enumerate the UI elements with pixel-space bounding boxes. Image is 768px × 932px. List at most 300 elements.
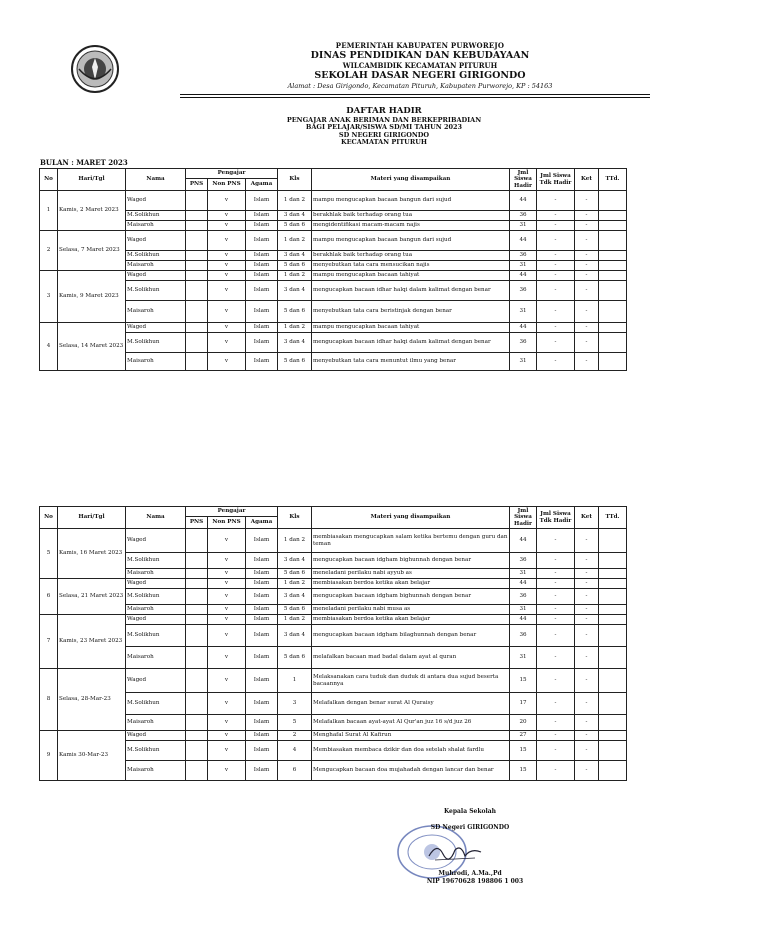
cell-name: Maisaroh	[126, 301, 186, 323]
cell-pns	[186, 761, 208, 781]
signature-nip: NIP 19670628 198806 1 003	[426, 878, 524, 885]
cell-signature	[599, 529, 627, 553]
cell-religion: Islam	[246, 761, 278, 781]
cell-religion: Islam	[246, 741, 278, 761]
cell-present-count: 44	[510, 323, 537, 333]
cell-present-count: 36	[510, 251, 537, 261]
cell-signature	[599, 251, 627, 261]
table-row	[40, 353, 627, 371]
table-row	[40, 741, 627, 761]
cell-religion: Islam	[246, 191, 278, 211]
cell-absent-count: -	[537, 301, 575, 323]
header-material: Materi yang disampaikan	[312, 507, 510, 529]
cell-present-count: 31	[510, 261, 537, 271]
cell-name: Waged	[126, 323, 186, 333]
cell-absent-count: -	[537, 221, 575, 231]
cell-absent-count: -	[537, 323, 575, 333]
cell-pns	[186, 605, 208, 615]
cell-religion: Islam	[246, 579, 278, 589]
header-no: No	[40, 507, 58, 529]
cell-pns	[186, 715, 208, 731]
table-row	[40, 231, 627, 251]
header-religion: Agama	[246, 517, 278, 529]
cell-signature	[599, 741, 627, 761]
cell-absent-count: -	[537, 715, 575, 731]
cell-material: menyebutkan tata cara beristinjak dengan benar	[312, 301, 510, 323]
cell-signature	[599, 553, 627, 569]
cell-non-pns: v	[208, 761, 246, 781]
table-row	[40, 647, 627, 669]
cell-name: Maisaroh	[126, 605, 186, 615]
table-row	[40, 529, 627, 553]
cell-material: Mengucapkan bacaan doa mujahadah dengan lancar dan benar	[312, 761, 510, 781]
cell-absent-count: -	[537, 333, 575, 353]
cell-absent-count: -	[537, 281, 575, 301]
cell-day-date: Selasa, 28-Mar-23	[58, 669, 126, 731]
cell-pns	[186, 731, 208, 741]
table-row	[40, 669, 627, 693]
cell-present-count: 36	[510, 333, 537, 353]
cell-class: 5 dan 6	[278, 261, 312, 271]
cell-present-count: 44	[510, 271, 537, 281]
header-pns: PNS	[186, 517, 208, 529]
document-subtitle-2: BAGI PELAJAR/SISWA SD/MI TAHUN 2023	[305, 123, 463, 132]
cell-absent-count: -	[537, 529, 575, 553]
cell-non-pns: v	[208, 231, 246, 251]
table-row	[40, 605, 627, 615]
cell-present-count: 27	[510, 731, 537, 741]
cell-pns	[186, 323, 208, 333]
cell-signature	[599, 221, 627, 231]
cell-day-date: Kamis, 2 Maret 2023	[58, 191, 126, 231]
cell-material: berakhlak baik terhadap orang tua	[312, 251, 510, 261]
cell-present-count: 44	[510, 579, 537, 589]
cell-pns	[186, 553, 208, 569]
cell-name: M.Solikhun	[126, 553, 186, 569]
cell-name: M.Solikhun	[126, 741, 186, 761]
cell-religion: Islam	[246, 301, 278, 323]
cell-pns	[186, 211, 208, 221]
cell-no: 9	[40, 731, 58, 781]
cell-material: mengucapkan bacaan idhar halqi dalam kalimat dengan benar	[312, 333, 510, 353]
cell-signature	[599, 569, 627, 579]
cell-non-pns: v	[208, 625, 246, 647]
regency-logo	[70, 44, 120, 94]
cell-name: Maisaroh	[126, 715, 186, 731]
cell-signature	[599, 761, 627, 781]
cell-class: 3 dan 4	[278, 211, 312, 221]
header-class: Kls	[278, 169, 312, 191]
cell-notes: -	[575, 529, 599, 553]
table-row	[40, 323, 627, 333]
table-row	[40, 191, 627, 211]
cell-material: Melafalkan dengan benar surat Al Quraisy	[312, 693, 510, 715]
cell-class: 5 dan 6	[278, 605, 312, 615]
cell-notes: -	[575, 553, 599, 569]
cell-signature	[599, 647, 627, 669]
header-teacher: Pengajar	[186, 169, 278, 179]
cell-class: 1 dan 2	[278, 579, 312, 589]
month-label: BULAN : MARET 2023	[40, 158, 128, 167]
cell-notes: -	[575, 615, 599, 625]
cell-signature	[599, 333, 627, 353]
cell-non-pns: v	[208, 569, 246, 579]
header-absent-count: Jml Siswa Tdk Hadir	[537, 507, 575, 529]
signature-role: Kepala Sekolah	[443, 808, 497, 815]
document-title: DAFTAR HADIR	[346, 106, 422, 116]
cell-class: 5	[278, 715, 312, 731]
cell-material: mampu mengucapkan bacaan bangun dari sujud	[312, 191, 510, 211]
cell-non-pns: v	[208, 553, 246, 569]
cell-day-date: Kamis 30-Mar-23	[58, 731, 126, 781]
cell-present-count: 31	[510, 647, 537, 669]
cell-name: Waged	[126, 731, 186, 741]
cell-present-count: 36	[510, 211, 537, 221]
header-religion: Agama	[246, 179, 278, 191]
cell-religion: Islam	[246, 281, 278, 301]
cell-signature	[599, 715, 627, 731]
cell-no: 1	[40, 191, 58, 231]
cell-present-count: 15	[510, 741, 537, 761]
cell-notes: -	[575, 323, 599, 333]
cell-absent-count: -	[537, 211, 575, 221]
header-non-pns: Non PNS	[208, 517, 246, 529]
cell-signature	[599, 301, 627, 323]
cell-notes: -	[575, 715, 599, 731]
cell-material: menyebutkan tata cara mensucikan najis	[312, 261, 510, 271]
cell-religion: Islam	[246, 605, 278, 615]
cell-class: 5 dan 6	[278, 647, 312, 669]
table-row	[40, 615, 627, 625]
cell-non-pns: v	[208, 579, 246, 589]
cell-class: 3 dan 4	[278, 333, 312, 353]
cell-non-pns: v	[208, 333, 246, 353]
cell-signature	[599, 261, 627, 271]
table-row	[40, 579, 627, 589]
cell-no: 2	[40, 231, 58, 271]
header-name: Nama	[126, 169, 186, 191]
cell-absent-count: -	[537, 271, 575, 281]
cell-absent-count: -	[537, 261, 575, 271]
cell-pns	[186, 231, 208, 251]
cell-absent-count: -	[537, 553, 575, 569]
cell-day-date: Kamis, 23 Maret 2023	[58, 615, 126, 669]
header-present-count: Jml Siswa Hadir	[510, 507, 537, 529]
cell-notes: -	[575, 221, 599, 231]
cell-no: 5	[40, 529, 58, 579]
cell-present-count: 31	[510, 221, 537, 231]
document-subtitle-4: KECAMATAN PITURUH	[340, 138, 428, 147]
signature-name: Muhrodi, A.Ma.,Pd	[438, 870, 502, 877]
cell-signature	[599, 323, 627, 333]
cell-material: mampu mengucapkan bacaan tahiyat	[312, 323, 510, 333]
cell-signature	[599, 731, 627, 741]
cell-name: Maisaroh	[126, 353, 186, 371]
cell-present-count: 17	[510, 693, 537, 715]
cell-present-count: 15	[510, 761, 537, 781]
cell-name: Waged	[126, 579, 186, 589]
cell-notes: -	[575, 669, 599, 693]
cell-name: Waged	[126, 271, 186, 281]
cell-absent-count: -	[537, 251, 575, 261]
cell-name: Waged	[126, 669, 186, 693]
cell-material: meneladani perilaku nabi ayyub as	[312, 569, 510, 579]
cell-present-count: 31	[510, 353, 537, 371]
cell-religion: Islam	[246, 731, 278, 741]
cell-religion: Islam	[246, 333, 278, 353]
cell-pns	[186, 261, 208, 271]
header-no: No	[40, 169, 58, 191]
cell-name: Maisaroh	[126, 569, 186, 579]
cell-signature	[599, 281, 627, 301]
cell-non-pns: v	[208, 589, 246, 605]
cell-present-count: 31	[510, 301, 537, 323]
cell-class: 2	[278, 731, 312, 741]
cell-name: M.Solikhun	[126, 625, 186, 647]
cell-present-count: 36	[510, 553, 537, 569]
header-non-pns: Non PNS	[208, 179, 246, 191]
document-title-block	[0, 107, 768, 147]
cell-class: 1 dan 2	[278, 231, 312, 251]
cell-class: 3	[278, 693, 312, 715]
cell-pns	[186, 693, 208, 715]
cell-class: 1 dan 2	[278, 271, 312, 281]
cell-pns	[186, 615, 208, 625]
cell-present-count: 44	[510, 615, 537, 625]
header-signature: TTd.	[599, 169, 627, 191]
cell-absent-count: -	[537, 741, 575, 761]
cell-material: meneladani perilaku nabi musa as	[312, 605, 510, 615]
cell-signature	[599, 211, 627, 221]
cell-material: Membiasakan membaca dzikir dan doa setelah shalat fardlu	[312, 741, 510, 761]
cell-pns	[186, 741, 208, 761]
cell-present-count: 31	[510, 605, 537, 615]
cell-absent-count: -	[537, 731, 575, 741]
cell-class: 1 dan 2	[278, 615, 312, 625]
cell-class: 5 dan 6	[278, 353, 312, 371]
cell-material: mengucapkan bacaan idhar halqi dalam kalimat dengan benar	[312, 281, 510, 301]
cell-non-pns: v	[208, 715, 246, 731]
cell-notes: -	[575, 191, 599, 211]
cell-pns	[186, 669, 208, 693]
cell-material: membiasakan berdoa ketika akan belajar	[312, 615, 510, 625]
cell-religion: Islam	[246, 669, 278, 693]
document-subtitle-1: PENGAJAR ANAK BERIMAN DAN BERKEPRIBADIAN	[286, 115, 482, 124]
cell-class: 1	[278, 669, 312, 693]
cell-material: mampu mengucapkan bacaan bangun dari sujud	[312, 231, 510, 251]
cell-absent-count: -	[537, 605, 575, 615]
cell-material: membiasakan mengucapkan salam ketika bertemu dengan guru dan teman	[312, 529, 510, 553]
cell-material: melafalkan bacaan mad badal dalam ayat al quran	[312, 647, 510, 669]
table-row	[40, 251, 627, 261]
cell-material: mengidentifikasi macam-macam najis	[312, 221, 510, 231]
table-row	[40, 761, 627, 781]
cell-no: 6	[40, 579, 58, 615]
table-row	[40, 569, 627, 579]
cell-present-count: 44	[510, 191, 537, 211]
cell-material: Melafalkan bacaan ayat-ayat Al Qur'an juz 16 s/d juz 26	[312, 715, 510, 731]
table-row	[40, 261, 627, 271]
cell-absent-count: -	[537, 693, 575, 715]
cell-non-pns: v	[208, 251, 246, 261]
cell-religion: Islam	[246, 625, 278, 647]
cell-absent-count: -	[537, 615, 575, 625]
cell-material: Melaksanakan cara tuduk dan duduk di antara dua sujud beserta bacaannya	[312, 669, 510, 693]
cell-pns	[186, 271, 208, 281]
header-absent-count: Jml Siswa Tdk Hadir	[537, 169, 575, 191]
cell-name: M.Solikhun	[126, 589, 186, 605]
cell-day-date: Kamis, 16 Maret 2023	[58, 529, 126, 579]
cell-religion: Islam	[246, 211, 278, 221]
cell-class: 3 dan 4	[278, 553, 312, 569]
cell-notes: -	[575, 231, 599, 251]
cell-religion: Islam	[246, 569, 278, 579]
cell-material: mengucapkan bacaan idgham bighunnah dengan benar	[312, 589, 510, 605]
cell-material: menyebutkan tata cara menuntut ilmu yang benar	[312, 353, 510, 371]
cell-absent-count: -	[537, 231, 575, 251]
cell-notes: -	[575, 589, 599, 605]
letterhead-district: WILCAMBIDIK KECAMATAN PITURUH	[342, 60, 498, 70]
cell-material: Menghafal Surat Al Kafirun	[312, 731, 510, 741]
cell-religion: Islam	[246, 553, 278, 569]
cell-notes: -	[575, 333, 599, 353]
cell-pns	[186, 221, 208, 231]
table-row	[40, 625, 627, 647]
cell-notes: -	[575, 579, 599, 589]
cell-material: mengucapkan bacaan idgham bighunnah dengan benar	[312, 553, 510, 569]
table-row	[40, 333, 627, 353]
cell-class: 3 dan 4	[278, 625, 312, 647]
cell-non-pns: v	[208, 669, 246, 693]
cell-signature	[599, 693, 627, 715]
cell-absent-count: -	[537, 647, 575, 669]
cell-pns	[186, 647, 208, 669]
document-subtitle-3: SD NEGERI GIRIGONDO	[338, 130, 430, 139]
cell-non-pns: v	[208, 605, 246, 615]
cell-no: 3	[40, 271, 58, 323]
cell-class: 3 dan 4	[278, 281, 312, 301]
cell-signature	[599, 615, 627, 625]
cell-non-pns: v	[208, 191, 246, 211]
cell-religion: Islam	[246, 261, 278, 271]
cell-name: Waged	[126, 615, 186, 625]
cell-non-pns: v	[208, 261, 246, 271]
cell-pns	[186, 353, 208, 371]
principal-signature	[425, 838, 485, 864]
cell-day-date: Selasa, 14 Maret 2023	[58, 323, 126, 371]
header-teacher: Pengajar	[186, 507, 278, 517]
cell-no: 8	[40, 669, 58, 731]
cell-day-date: Kamis, 9 Maret 2023	[58, 271, 126, 323]
cell-present-count: 20	[510, 715, 537, 731]
cell-non-pns: v	[208, 353, 246, 371]
cell-non-pns: v	[208, 221, 246, 231]
cell-class: 5 dan 6	[278, 221, 312, 231]
table-row	[40, 281, 627, 301]
cell-notes: -	[575, 605, 599, 615]
cell-absent-count: -	[537, 625, 575, 647]
cell-religion: Islam	[246, 271, 278, 281]
cell-signature	[599, 589, 627, 605]
header-signature: TTd.	[599, 507, 627, 529]
cell-class: 5 dan 6	[278, 301, 312, 323]
cell-class: 1 dan 2	[278, 323, 312, 333]
cell-present-count: 31	[510, 569, 537, 579]
cell-non-pns: v	[208, 323, 246, 333]
letterhead-department: DINAS PENDIDIKAN DAN KEBUDAYAAN	[310, 50, 530, 62]
cell-signature	[599, 353, 627, 371]
cell-present-count: 44	[510, 231, 537, 251]
cell-non-pns: v	[208, 271, 246, 281]
cell-present-count: 44	[510, 529, 537, 553]
cell-notes: -	[575, 625, 599, 647]
cell-class: 3 dan 4	[278, 589, 312, 605]
cell-no: 7	[40, 615, 58, 669]
letterhead-divider	[180, 94, 650, 95]
attendance-table-1	[39, 168, 627, 371]
cell-non-pns: v	[208, 301, 246, 323]
cell-notes: -	[575, 693, 599, 715]
table-row	[40, 301, 627, 323]
cell-class: 3 dan 4	[278, 251, 312, 261]
table-row	[40, 553, 627, 569]
cell-notes: -	[575, 281, 599, 301]
cell-material: mampu mengucapkan bacaan tahiyat	[312, 271, 510, 281]
cell-pns	[186, 301, 208, 323]
cell-notes: -	[575, 271, 599, 281]
cell-pns	[186, 191, 208, 211]
cell-notes: -	[575, 647, 599, 669]
cell-signature	[599, 271, 627, 281]
cell-religion: Islam	[246, 615, 278, 625]
cell-non-pns: v	[208, 529, 246, 553]
cell-religion: Islam	[246, 693, 278, 715]
cell-name: Waged	[126, 231, 186, 251]
cell-material: membiasakan berdoa ketika akan belajar	[312, 579, 510, 589]
cell-religion: Islam	[246, 231, 278, 251]
cell-signature	[599, 625, 627, 647]
cell-non-pns: v	[208, 211, 246, 221]
cell-present-count: 36	[510, 625, 537, 647]
letterhead-divider-thin	[180, 97, 650, 98]
cell-pns	[186, 251, 208, 261]
cell-religion: Islam	[246, 589, 278, 605]
cell-class: 1 dan 2	[278, 191, 312, 211]
cell-notes: -	[575, 569, 599, 579]
cell-signature	[599, 579, 627, 589]
cell-name: M.Solikhun	[126, 251, 186, 261]
cell-absent-count: -	[537, 579, 575, 589]
cell-pns	[186, 333, 208, 353]
cell-name: M.Solikhun	[126, 281, 186, 301]
cell-notes: -	[575, 741, 599, 761]
cell-day-date: Selasa, 7 Maret 2023	[58, 231, 126, 271]
cell-pns	[186, 569, 208, 579]
cell-material: berakhlak baik terhadap orang tua	[312, 211, 510, 221]
cell-notes: -	[575, 251, 599, 261]
letterhead-school: SEKOLAH DASAR NEGERI GIRIGONDO	[314, 70, 526, 82]
cell-name: Maisaroh	[126, 647, 186, 669]
cell-absent-count: -	[537, 353, 575, 371]
signature-school: SD Negeri GIRIGONDO	[430, 824, 510, 831]
cell-signature	[599, 605, 627, 615]
cell-class: 4	[278, 741, 312, 761]
cell-religion: Islam	[246, 221, 278, 231]
table-row	[40, 271, 627, 281]
cell-signature	[599, 669, 627, 693]
cell-religion: Islam	[246, 323, 278, 333]
cell-material: mengucapkan bacaan idgham bilaghunnah dengan benar	[312, 625, 510, 647]
